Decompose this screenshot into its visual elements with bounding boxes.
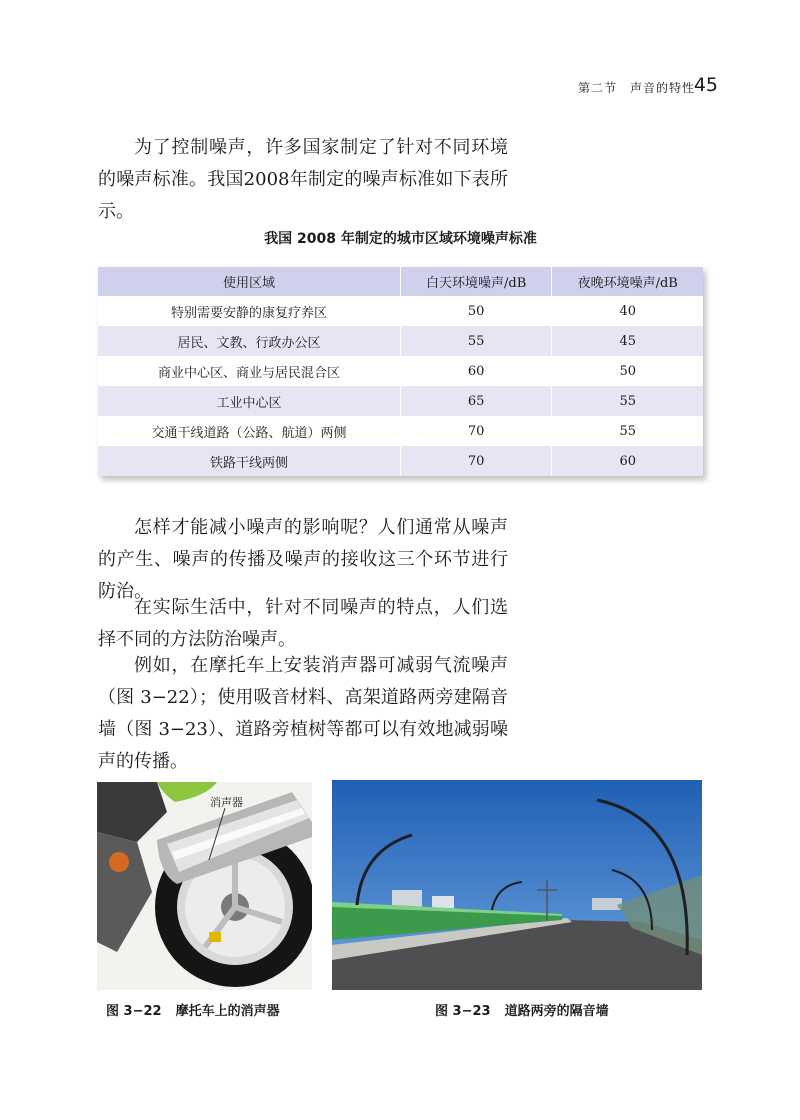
night-value-cell: 55 — [552, 386, 703, 416]
night-value-cell: 40 — [552, 296, 703, 326]
zone-cell: 商业中心区、商业与居民混合区 — [98, 356, 400, 386]
figure-caption-3-22 — [106, 1000, 280, 1019]
muffler-label: 消声器 — [210, 796, 243, 809]
day-value-cell: 70 — [400, 416, 552, 446]
figure-label: 图 3−22 — [106, 1004, 162, 1019]
night-value-cell: 55 — [552, 416, 703, 446]
zone-cell: 特别需要安静的康复疗养区 — [98, 296, 400, 326]
table-row — [98, 296, 703, 326]
day-value-cell: 60 — [400, 356, 552, 386]
table-header-row — [98, 267, 703, 296]
figure-caption-3-23 — [435, 1000, 609, 1019]
zone-cell: 铁路干线两侧 — [98, 446, 400, 476]
noise-standard-table — [98, 267, 703, 476]
zone-cell: 交通干线道路（公路、航道）两侧 — [98, 416, 400, 446]
section-title: 第二节 声音的特性 — [578, 81, 696, 95]
figure-label: 图 3−23 — [435, 1004, 491, 1019]
page-header — [578, 74, 728, 100]
page-number: 45 — [693, 74, 718, 96]
figure-caption-text: 道路两旁的隔音墙 — [504, 1004, 609, 1019]
column-header-zone: 使用区域 — [98, 267, 400, 296]
paragraph-noise-control: 怎样才能减小噪声的影响呢？人们通常从噪声的产生、噪声的传播及噪声的接收这三个环节进行防治。 — [98, 517, 508, 602]
motorcycle-illustration — [97, 782, 312, 990]
paragraph-examples: 例如，在摩托车上安装消声器可减弱气流噪声（图 3−22）；使用吸音材料、高架道路两旁建隔音墙（图 3−23）、道路旁植树等都可以有效地减弱噪声的传播。 — [98, 655, 508, 772]
motorcycle-muffler-photo — [97, 782, 312, 990]
paragraph-noise-standards: 为了控制噪声，许多国家制定了针对不同环境的噪声标准。我国2008年制定的噪声标准如下表所示。 — [98, 137, 508, 222]
day-value-cell: 70 — [400, 446, 552, 476]
table-row — [98, 446, 703, 476]
night-value-cell: 45 — [552, 326, 703, 356]
zone-cell: 工业中心区 — [98, 386, 400, 416]
table-row — [98, 416, 703, 446]
sound-barrier-illustration — [332, 780, 702, 990]
table-row — [98, 326, 703, 356]
column-header-night: 夜晚环境噪声/dB — [552, 267, 703, 296]
figure-caption-text: 摩托车上的消声器 — [175, 1004, 280, 1019]
zone-cell: 居民、文教、行政办公区 — [98, 326, 400, 356]
day-value-cell: 65 — [400, 386, 552, 416]
day-value-cell: 50 — [400, 296, 552, 326]
night-value-cell: 60 — [552, 446, 703, 476]
night-value-cell: 50 — [552, 356, 703, 386]
paragraph-methods: 在实际生活中，针对不同噪声的特点，人们选择不同的方法防治噪声。 — [98, 597, 508, 650]
table-row — [98, 386, 703, 416]
table-title: 我国 2008 年制定的城市区域环境噪声标准 — [264, 231, 537, 247]
sound-barrier-photo — [332, 780, 702, 990]
day-value-cell: 55 — [400, 326, 552, 356]
column-header-day: 白天环境噪声/dB — [400, 267, 552, 296]
table-row — [98, 356, 703, 386]
